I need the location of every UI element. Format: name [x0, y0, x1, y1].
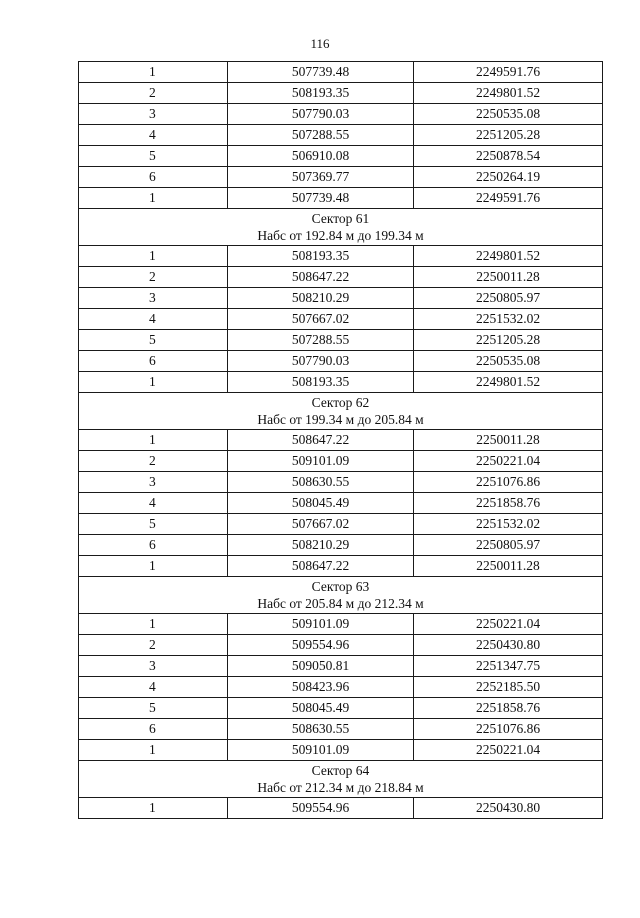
sector-altitude-range: Набс от 212.34 м до 218.84 м: [257, 780, 424, 795]
table-row: [79, 104, 603, 125]
x-coordinate-cell: 508210.29: [228, 288, 414, 309]
coordinates-table-body: [79, 62, 603, 819]
x-coordinate-cell: 507288.55: [228, 125, 414, 146]
sector-header-row: [79, 577, 603, 614]
sector-header-cell: [79, 577, 603, 614]
y-coordinate-cell: 2252185.50: [414, 677, 603, 698]
sector-altitude-range: Набс от 192.84 м до 199.34 м: [257, 228, 424, 243]
table-row: [79, 167, 603, 188]
y-coordinate-cell: 2250878.54: [414, 146, 603, 167]
table-row: [79, 614, 603, 635]
point-number-cell: 4: [79, 309, 228, 330]
point-number-cell: 6: [79, 351, 228, 372]
table-row: [79, 83, 603, 104]
table-row: [79, 330, 603, 351]
x-coordinate-cell: 509554.96: [228, 798, 414, 819]
y-coordinate-cell: 2249801.52: [414, 246, 603, 267]
x-coordinate-cell: 509101.09: [228, 740, 414, 761]
x-coordinate-cell: 507288.55: [228, 330, 414, 351]
point-number-cell: 2: [79, 83, 228, 104]
point-number-cell: 2: [79, 267, 228, 288]
point-number-cell: 4: [79, 125, 228, 146]
y-coordinate-cell: 2251858.76: [414, 698, 603, 719]
x-coordinate-cell: 507790.03: [228, 104, 414, 125]
coordinates-table: [78, 61, 603, 819]
x-coordinate-cell: 509050.81: [228, 656, 414, 677]
y-coordinate-cell: 2251205.28: [414, 125, 603, 146]
point-number-cell: 5: [79, 698, 228, 719]
x-coordinate-cell: 507790.03: [228, 351, 414, 372]
point-number-cell: 3: [79, 104, 228, 125]
sector-altitude-range: Набс от 205.84 м до 212.34 м: [257, 596, 424, 611]
x-coordinate-cell: 508045.49: [228, 493, 414, 514]
point-number-cell: 1: [79, 556, 228, 577]
y-coordinate-cell: 2250264.19: [414, 167, 603, 188]
y-coordinate-cell: 2250011.28: [414, 430, 603, 451]
sector-title: Сектор 64: [311, 763, 370, 778]
table-row: [79, 514, 603, 535]
point-number-cell: 1: [79, 62, 228, 83]
point-number-cell: 6: [79, 535, 228, 556]
y-coordinate-cell: 2250430.80: [414, 798, 603, 819]
y-coordinate-cell: 2250535.08: [414, 104, 603, 125]
y-coordinate-cell: 2251858.76: [414, 493, 603, 514]
y-coordinate-cell: 2251076.86: [414, 472, 603, 493]
sector-header-row: [79, 393, 603, 430]
sector-header-row: [79, 209, 603, 246]
x-coordinate-cell: 509554.96: [228, 635, 414, 656]
table-row: [79, 146, 603, 167]
y-coordinate-cell: 2250221.04: [414, 614, 603, 635]
y-coordinate-cell: 2250011.28: [414, 556, 603, 577]
x-coordinate-cell: 509101.09: [228, 451, 414, 472]
table-row: [79, 309, 603, 330]
point-number-cell: 2: [79, 635, 228, 656]
x-coordinate-cell: 506910.08: [228, 146, 414, 167]
point-number-cell: 3: [79, 288, 228, 309]
point-number-cell: 1: [79, 372, 228, 393]
table-row: [79, 451, 603, 472]
point-number-cell: 3: [79, 656, 228, 677]
point-number-cell: 2: [79, 451, 228, 472]
sector-altitude-range: Набс от 199.34 м до 205.84 м: [257, 412, 424, 427]
table-row: [79, 493, 603, 514]
point-number-cell: 5: [79, 514, 228, 535]
table-row: [79, 125, 603, 146]
table-row: [79, 677, 603, 698]
point-number-cell: 3: [79, 472, 228, 493]
x-coordinate-cell: 507739.48: [228, 188, 414, 209]
point-number-cell: 1: [79, 740, 228, 761]
x-coordinate-cell: 508193.35: [228, 246, 414, 267]
x-coordinate-cell: 507667.02: [228, 309, 414, 330]
point-number-cell: 5: [79, 330, 228, 351]
table-row: [79, 472, 603, 493]
table-row: [79, 288, 603, 309]
sector-header-row: [79, 761, 603, 798]
y-coordinate-cell: 2251532.02: [414, 514, 603, 535]
x-coordinate-cell: 508630.55: [228, 472, 414, 493]
table-row: [79, 372, 603, 393]
y-coordinate-cell: 2250805.97: [414, 535, 603, 556]
x-coordinate-cell: 508210.29: [228, 535, 414, 556]
table-row: [79, 719, 603, 740]
point-number-cell: 5: [79, 146, 228, 167]
point-number-cell: 1: [79, 430, 228, 451]
y-coordinate-cell: 2251076.86: [414, 719, 603, 740]
x-coordinate-cell: 508193.35: [228, 83, 414, 104]
point-number-cell: 1: [79, 614, 228, 635]
y-coordinate-cell: 2250805.97: [414, 288, 603, 309]
x-coordinate-cell: 508193.35: [228, 372, 414, 393]
y-coordinate-cell: 2249591.76: [414, 62, 603, 83]
y-coordinate-cell: 2250535.08: [414, 351, 603, 372]
table-row: [79, 62, 603, 83]
table-row: [79, 635, 603, 656]
table-row: [79, 556, 603, 577]
sector-header-cell: [79, 761, 603, 798]
x-coordinate-cell: 507739.48: [228, 62, 414, 83]
x-coordinate-cell: 509101.09: [228, 614, 414, 635]
sector-header-cell: [79, 393, 603, 430]
x-coordinate-cell: 508630.55: [228, 719, 414, 740]
point-number-cell: 4: [79, 677, 228, 698]
y-coordinate-cell: 2251532.02: [414, 309, 603, 330]
table-row: [79, 267, 603, 288]
point-number-cell: 1: [79, 798, 228, 819]
y-coordinate-cell: 2250221.04: [414, 451, 603, 472]
sector-title: Сектор 62: [311, 395, 370, 410]
x-coordinate-cell: 507667.02: [228, 514, 414, 535]
point-number-cell: 6: [79, 719, 228, 740]
sector-header-cell: [79, 209, 603, 246]
table-row: [79, 246, 603, 267]
y-coordinate-cell: 2249591.76: [414, 188, 603, 209]
point-number-cell: 1: [79, 188, 228, 209]
x-coordinate-cell: 507369.77: [228, 167, 414, 188]
sector-title: Сектор 63: [311, 579, 370, 594]
y-coordinate-cell: 2251205.28: [414, 330, 603, 351]
y-coordinate-cell: 2250430.80: [414, 635, 603, 656]
x-coordinate-cell: 508423.96: [228, 677, 414, 698]
table-row: [79, 188, 603, 209]
page-number: 116: [310, 36, 330, 51]
table-row: [79, 351, 603, 372]
table-row: [79, 740, 603, 761]
point-number-cell: 1: [79, 246, 228, 267]
x-coordinate-cell: 508647.22: [228, 556, 414, 577]
x-coordinate-cell: 508045.49: [228, 698, 414, 719]
point-number-cell: 6: [79, 167, 228, 188]
x-coordinate-cell: 508647.22: [228, 267, 414, 288]
table-row: [79, 535, 603, 556]
y-coordinate-cell: 2250011.28: [414, 267, 603, 288]
y-coordinate-cell: 2249801.52: [414, 372, 603, 393]
table-row: [79, 698, 603, 719]
y-coordinate-cell: 2250221.04: [414, 740, 603, 761]
table-row: [79, 798, 603, 819]
x-coordinate-cell: 508647.22: [228, 430, 414, 451]
point-number-cell: 4: [79, 493, 228, 514]
table-row: [79, 656, 603, 677]
y-coordinate-cell: 2249801.52: [414, 83, 603, 104]
sector-title: Сектор 61: [311, 211, 370, 226]
table-row: [79, 430, 603, 451]
y-coordinate-cell: 2251347.75: [414, 656, 603, 677]
